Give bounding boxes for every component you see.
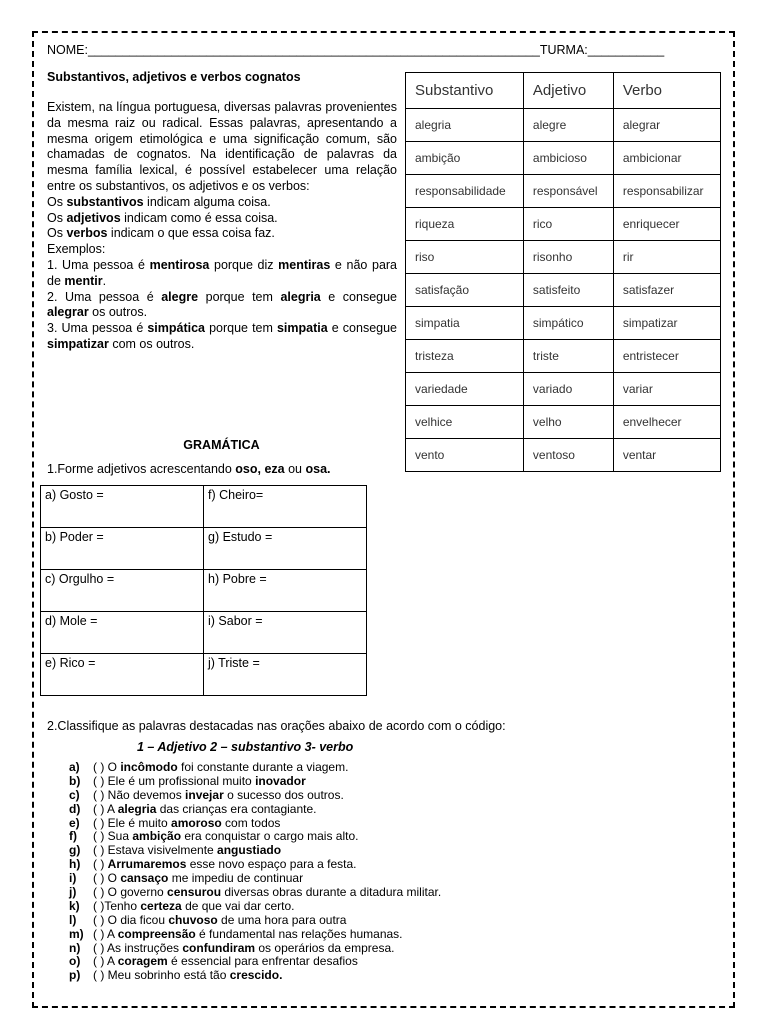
- item-highlighted-word: censurou: [167, 885, 222, 900]
- question-2: 2.Classifique as palavras destacadas nas orações abaixo de acordo com o código:: [47, 719, 506, 733]
- table-cell: responsabilidade: [406, 175, 524, 208]
- example-line-pre: 2. Uma pessoa é: [47, 289, 162, 304]
- table-row: [406, 175, 721, 208]
- item-answer-blank[interactable]: ( ) O governo: [93, 885, 168, 900]
- definition-line-b1: verbos: [66, 226, 108, 241]
- table-row: [406, 109, 721, 142]
- table-row: [406, 142, 721, 175]
- name-class-line: NOME:_________________________________________________________________TURMA:___________: [47, 43, 665, 57]
- item-text: diversas obras durante a ditadura militar.: [221, 885, 442, 900]
- definition-line: [47, 211, 397, 227]
- table-cell: ambição: [406, 142, 524, 175]
- question-1: [47, 462, 331, 476]
- answer-cell[interactable]: e) Rico =: [41, 654, 204, 696]
- definition-line-pre: Os: [47, 210, 67, 225]
- item-text: das crianças era contagiante.: [156, 801, 317, 816]
- item-letter: d): [69, 801, 81, 816]
- definition-line-mid1: indicam como é essa coisa.: [120, 210, 278, 225]
- item-letter: m): [69, 926, 84, 941]
- intro-section: [47, 70, 397, 353]
- grid-row: [41, 612, 367, 654]
- list-item: [69, 817, 729, 831]
- table-row: [406, 340, 721, 373]
- list-item: [69, 858, 729, 872]
- example-line-end: com os outros.: [108, 336, 195, 351]
- table-cell: simpatizar: [613, 307, 720, 340]
- item-letter: e): [69, 815, 80, 830]
- table-cell: rir: [613, 241, 720, 274]
- intro-examples: [47, 258, 397, 353]
- item-answer-blank[interactable]: ( ) O dia ficou: [93, 912, 169, 927]
- example-line-b2: simpatia: [276, 321, 328, 336]
- example-line-b1: simpática: [147, 321, 206, 336]
- table-cell: variado: [523, 373, 613, 406]
- intro-paragraph: Existem, na língua portuguesa, diversas palavras provenientes da mesma raiz ou radical. Essas palavras, apresentando a mesma origem etimológica e uma significação comum, são chamadas de cognatos. Na identificação de palavras da mesma família lexical, é possível estabelecer uma relação entre os substantivos, os adjetivos e os verbos:: [47, 100, 397, 193]
- answer-cell[interactable]: b) Poder =: [41, 528, 204, 570]
- grid-row: [41, 486, 367, 528]
- answer-cell[interactable]: d) Mole =: [41, 612, 204, 654]
- table-cell: responsável: [523, 175, 613, 208]
- intro-title: Substantivos, adjetivos e verbos cognatos: [47, 70, 301, 84]
- item-answer-blank[interactable]: ( ) Ele é muito: [93, 815, 172, 830]
- item-text: me impediu de continuar: [168, 871, 304, 886]
- item-highlighted-word: crescido.: [229, 968, 283, 983]
- item-highlighted-word: ambição: [132, 829, 182, 844]
- answer-cell[interactable]: c) Orgulho =: [41, 570, 204, 612]
- item-highlighted-word: invejar: [185, 787, 224, 802]
- item-answer-blank[interactable]: ( ) Estava visivelmente: [93, 843, 218, 858]
- grammar-title: GRAMÁTICA: [183, 438, 260, 452]
- item-answer-blank[interactable]: ( ) Ele é um profissional muito: [93, 773, 256, 788]
- table-cell: ambicionar: [613, 142, 720, 175]
- answer-cell[interactable]: a) Gosto =: [41, 486, 204, 528]
- table-cell: ventar: [613, 439, 720, 472]
- item-highlighted-word: alegria: [117, 801, 157, 816]
- item-letter: k): [69, 898, 80, 913]
- table-cell: responsabilizar: [613, 175, 720, 208]
- list-item: [69, 775, 729, 789]
- definition-line-pre: Os: [47, 226, 67, 241]
- item-text: foi constante durante a viagem.: [177, 760, 349, 774]
- q1-text: 1.Forme adjetivos acrescentando: [47, 462, 236, 476]
- item-text: de que vai dar certo.: [181, 898, 295, 913]
- item-letter: o): [69, 954, 81, 969]
- item-letter: b): [69, 773, 81, 788]
- item-answer-blank[interactable]: ( ) A: [93, 954, 118, 969]
- item-letter: g): [69, 843, 81, 858]
- answer-cell[interactable]: g) Estudo =: [204, 528, 367, 570]
- example-line: [47, 258, 397, 290]
- column-header: Substantivo: [406, 73, 524, 109]
- example-line-end: os outros.: [88, 305, 148, 320]
- item-highlighted-word: confundiram: [182, 940, 256, 955]
- item-answer-blank[interactable]: ( ) A: [93, 801, 118, 816]
- item-highlighted-word: compreensão: [117, 926, 196, 941]
- list-item: [69, 830, 729, 844]
- list-item: [69, 955, 729, 969]
- example-line-mid2: e consegue: [320, 289, 398, 304]
- example-line-pre: 1. Uma pessoa é: [47, 257, 150, 272]
- list-item: [69, 803, 729, 817]
- item-text: é essencial para enfrentar desafios: [167, 954, 358, 969]
- item-answer-blank[interactable]: ( ) O: [93, 871, 121, 886]
- table-cell: simpatia: [406, 307, 524, 340]
- item-text: com todos: [221, 815, 281, 830]
- answer-cell[interactable]: j) Triste =: [204, 654, 367, 696]
- example-line-end: .: [102, 273, 107, 288]
- definition-line-b1: adjetivos: [66, 210, 121, 225]
- table-cell: simpático: [523, 307, 613, 340]
- classification-items: [69, 761, 729, 983]
- item-letter: l): [69, 912, 77, 927]
- adjective-exercise-grid: [40, 485, 367, 696]
- item-answer-blank[interactable]: ( )Tenho: [93, 898, 141, 913]
- item-letter: n): [69, 940, 81, 955]
- q1-text-mid: ou: [284, 462, 306, 476]
- q1-suffixes: oso, eza: [235, 462, 285, 476]
- table-cell: satisfação: [406, 274, 524, 307]
- definition-line-pre: Os: [47, 194, 67, 209]
- item-text: os operários da empresa.: [255, 940, 395, 955]
- table-cell: velhice: [406, 406, 524, 439]
- answer-cell[interactable]: f) Cheiro=: [204, 486, 367, 528]
- example-line: [47, 321, 397, 353]
- item-highlighted-word: coragem: [117, 954, 168, 969]
- table-cell: ventoso: [523, 439, 613, 472]
- list-item: [69, 789, 729, 803]
- definition-line-mid1: indicam o que essa coisa faz.: [107, 226, 275, 241]
- example-line-b2: mentiras: [278, 257, 331, 272]
- example-line: [47, 290, 397, 322]
- item-highlighted-word: chuvoso: [168, 912, 218, 927]
- table-cell: rico: [523, 208, 613, 241]
- table-cell: alegria: [406, 109, 524, 142]
- item-letter: j): [69, 885, 77, 900]
- item-answer-blank[interactable]: ( ) Meu sobrinho está tão: [93, 968, 230, 983]
- table-row: [406, 241, 721, 274]
- item-answer-blank[interactable]: ( ) As instruções: [93, 940, 183, 955]
- intro-definitions: [47, 195, 397, 242]
- table-cell: riqueza: [406, 208, 524, 241]
- item-text: é fundamental nas relações humanas.: [195, 926, 403, 941]
- list-item: [69, 942, 729, 956]
- list-item: [69, 928, 729, 942]
- list-item: [69, 844, 729, 858]
- grid-row: [41, 654, 367, 696]
- cognates-header-row: [406, 73, 721, 109]
- example-line-b1: alegre: [161, 289, 199, 304]
- table-cell: variedade: [406, 373, 524, 406]
- item-answer-blank[interactable]: ( ): [93, 857, 108, 872]
- table-cell: ambicioso: [523, 142, 613, 175]
- table-cell: riso: [406, 241, 524, 274]
- table-cell: entristecer: [613, 340, 720, 373]
- example-line-mid1: porque tem: [205, 321, 277, 336]
- table-cell: alegre: [523, 109, 613, 142]
- table-cell: velho: [523, 406, 613, 439]
- example-line-b2: alegria: [280, 289, 321, 304]
- classification-code: 1 – Adjetivo 2 – substantivo 3- verbo: [137, 740, 354, 754]
- answer-cell[interactable]: h) Pobre =: [204, 570, 367, 612]
- table-cell: envelhecer: [613, 406, 720, 439]
- item-answer-blank[interactable]: ( ) Sua: [93, 829, 133, 844]
- table-cell: satisfeito: [523, 274, 613, 307]
- item-highlighted-word: Arrumaremos: [107, 857, 187, 872]
- table-row: [406, 406, 721, 439]
- table-cell: tristeza: [406, 340, 524, 373]
- list-item: [69, 761, 729, 775]
- table-row: [406, 439, 721, 472]
- table-row: [406, 208, 721, 241]
- table-cell: triste: [523, 340, 613, 373]
- item-text: era conquistar o cargo mais alto.: [181, 829, 359, 844]
- column-header: Adjetivo: [523, 73, 613, 109]
- item-letter: p): [69, 968, 81, 983]
- table-row: [406, 373, 721, 406]
- table-row: [406, 274, 721, 307]
- example-line-mid1: porque tem: [198, 289, 281, 304]
- example-line-b3: mentir: [64, 273, 103, 288]
- table-cell: vento: [406, 439, 524, 472]
- table-cell: alegrar: [613, 109, 720, 142]
- item-highlighted-word: incômodo: [120, 760, 178, 774]
- table-row: [406, 307, 721, 340]
- table-cell: risonho: [523, 241, 613, 274]
- example-line-mid2: e não para de: [47, 257, 398, 288]
- example-line-b3: alegrar: [47, 305, 89, 320]
- item-letter: f): [69, 829, 77, 844]
- example-line-pre: 3. Uma pessoa é: [47, 321, 148, 336]
- item-text: de uma hora para outra: [217, 912, 347, 927]
- definition-line-b1: substantivos: [66, 194, 144, 209]
- q1-suffix-osa: osa.: [305, 462, 331, 476]
- item-letter: a): [69, 760, 80, 774]
- list-item: [69, 914, 729, 928]
- table-cell: satisfazer: [613, 274, 720, 307]
- definition-line: [47, 195, 397, 211]
- list-item: [69, 886, 729, 900]
- definition-line-mid1: indicam alguma coisa.: [143, 194, 271, 209]
- item-text: o sucesso dos outros.: [223, 787, 344, 802]
- answer-cell[interactable]: i) Sabor =: [204, 612, 367, 654]
- item-highlighted-word: angustiado: [217, 843, 282, 858]
- item-answer-blank[interactable]: ( ) Não devemos: [93, 787, 186, 802]
- grid-row: [41, 528, 367, 570]
- list-item: [69, 900, 729, 914]
- item-highlighted-word: cansaço: [120, 871, 169, 886]
- item-highlighted-word: inovador: [255, 773, 306, 788]
- item-text: esse novo espaço para a festa.: [186, 857, 357, 872]
- item-highlighted-word: amoroso: [171, 815, 222, 830]
- item-letter: c): [69, 787, 80, 802]
- cognates-table: [405, 72, 721, 472]
- item-highlighted-word: certeza: [140, 898, 182, 913]
- example-line-mid1: porque diz: [209, 257, 279, 272]
- column-header: Verbo: [613, 73, 720, 109]
- list-item: [69, 872, 729, 886]
- grid-row: [41, 570, 367, 612]
- example-line-b3: simpatizar: [47, 336, 109, 351]
- table-cell: enriquecer: [613, 208, 720, 241]
- item-letter: h): [69, 857, 81, 872]
- list-item: [69, 969, 729, 983]
- item-answer-blank[interactable]: ( ) A: [93, 926, 118, 941]
- example-line-mid2: e consegue: [327, 321, 397, 336]
- item-letter: i): [69, 871, 77, 886]
- example-line-b1: mentirosa: [149, 257, 210, 272]
- item-answer-blank[interactable]: ( ) O: [93, 760, 121, 774]
- definition-line: [47, 226, 397, 242]
- table-cell: variar: [613, 373, 720, 406]
- examples-label: Exemplos:: [47, 242, 106, 257]
